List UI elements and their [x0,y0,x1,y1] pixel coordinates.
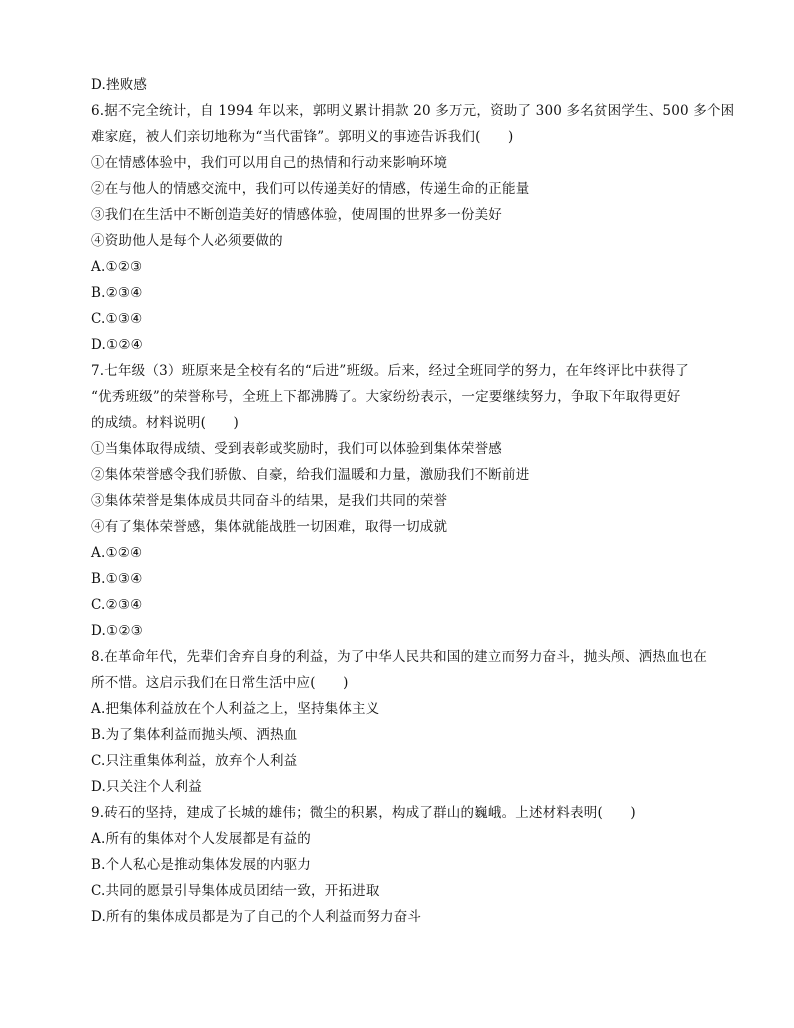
question-6-stem-line-1: 6.据不完全统计，自 1994 年以来，郭明义累计捐款 20 多万元，资助了 300 多名贫困学生、500 多个困 [91,103,735,119]
question-7-stem-line-1: 7.七年级（3）班原来是全校有名的“后进”班级。后来，经过全班同学的努力，在年终评比中获得了 [91,363,689,379]
question-7-statement-3: ③集体荣誉是集体成员共同奋斗的结果，是我们共同的荣誉 [91,493,448,509]
question-8-stem-line-1: 8.在革命年代，先辈们舍弃自身的利益，为了中华人民共和国的建立而努力奋斗，抛头颅、洒热血也在 [91,649,708,665]
question-8-stem-line-2: 所不惜。这启示我们在日常生活中应( ) [91,675,349,691]
question-7-statement-1: ①当集体取得成绩、受到表彰或奖励时，我们可以体验到集体荣誉感 [91,441,502,457]
question-6-stem-line-2: 难家庭，被人们亲切地称为“当代雷锋”。郭明义的事迹告诉我们( ) [91,129,514,145]
question-9-option-b: B.个人私心是推动集体发展的内驱力 [91,857,312,873]
question-6-option-a: A.①②③ [91,259,143,275]
question-7-option-c: C.②③④ [91,597,143,613]
question-6-option-c: C.①③④ [91,311,143,327]
question-8-option-b: B.为了集体利益而抛头颅、洒热血 [91,727,298,743]
question-6 [91,98,735,358]
question-7-option-a: A.①②④ [91,545,143,561]
question-6-statement-4: ④资助他人是每个人必须要做的 [91,233,283,249]
question-6-option-b: B.②③④ [91,285,143,301]
question-6-option-d: D.①②④ [91,337,143,353]
question-6-statement-3: ③我们在生活中不断创造美好的情感体验，使周围的世界多一份美好 [91,207,502,223]
question-9-stem-line-1: 9.砖石的坚持，建成了长城的雄伟；微尘的积累，构成了群山的巍峨。上述材料表明( ) [91,805,636,821]
question-7-stem-line-3: 的成绩。材料说明( ) [91,415,239,431]
question-9-option-c: C.共同的愿景引导集体成员团结一致，开拓进取 [91,883,380,899]
question-9 [91,800,707,930]
exam-page [91,72,735,930]
question-8-option-d: D.只关注个人利益 [91,779,202,795]
prev-question-option-d: D.挫败感 [91,77,148,93]
question-7-statement-2: ②集体荣誉感令我们骄傲、自豪，给我们温暖和力量，激励我们不断前进 [91,467,530,483]
question-7-option-d: D.①②③ [91,623,143,639]
question-6-statement-1: ①在情感体验中，我们可以用自己的热情和行动来影响环境 [91,155,448,171]
question-9-option-d: D.所有的集体成员都是为了自己的个人利益而努力奋斗 [91,909,422,925]
question-9-option-a: A.所有的集体对个人发展都是有益的 [91,831,311,847]
question-7-statement-4: ④有了集体荣誉感，集体就能战胜一切困难，取得一切成就 [91,519,448,535]
question-8-option-a: A.把集体利益放在个人利益之上，坚持集体主义 [91,701,380,717]
question-8 [91,644,707,800]
question-7 [91,358,707,644]
question-7-stem-line-2: “优秀班级”的荣誉称号，全班上下都沸腾了。大家纷纷表示，一定要继续努力，争取下年取得更好 [91,389,681,405]
question-6-statement-2: ②在与他人的情感交流中，我们可以传递美好的情感，传递生命的正能量 [91,181,530,197]
question-8-option-c: C.只注重集体利益，放弃个人利益 [91,753,298,769]
question-7-option-b: B.①③④ [91,571,143,587]
